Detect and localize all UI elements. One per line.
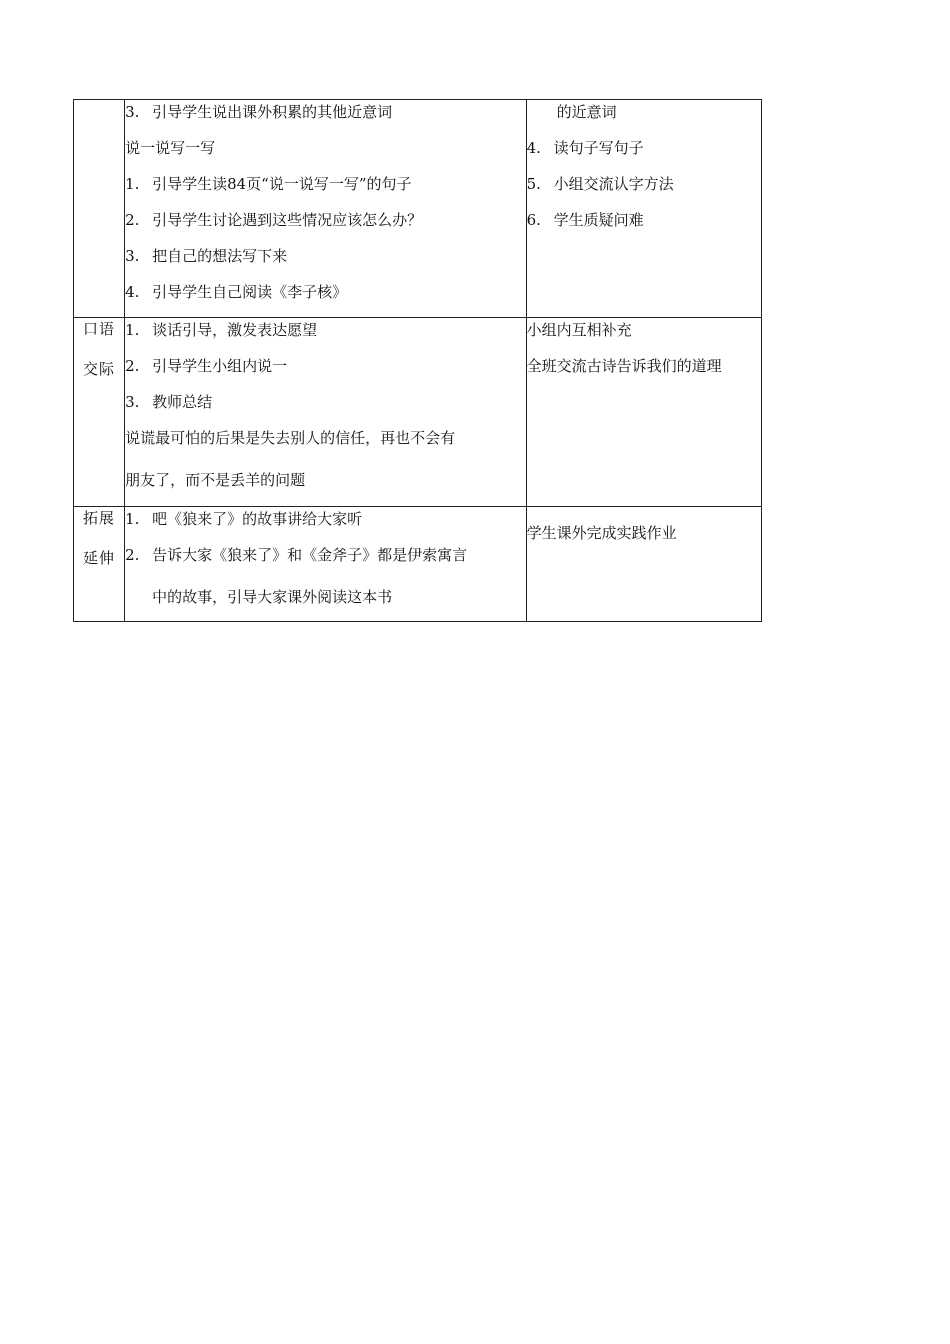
list-item: 2. 引导学生小组内说一	[125, 357, 288, 375]
student-activity-cell	[526, 318, 761, 507]
list-item: 3. 引导学生说出课外积累的其他近意词	[125, 103, 393, 121]
section-label-line	[74, 100, 124, 140]
list-item: 全班交流古诗告诉我们的道理	[526, 357, 722, 375]
list-item: 说谎最可怕的后果是失去别人的信任，再也不会有	[125, 429, 456, 447]
section-label-cell	[74, 318, 125, 507]
section-label-line: 口语	[83, 320, 116, 338]
student-activity-cell	[526, 100, 761, 318]
list-item: 4. 读句子写句子	[526, 139, 644, 157]
section-label-line: 延伸	[83, 549, 116, 567]
list-item: 6. 学生质疑问难	[526, 211, 644, 229]
list-item: 中的故事，引导大家课外阅读这本书	[152, 588, 393, 606]
list-item: 说一说写一写	[125, 139, 216, 157]
teacher-activity-cell	[125, 507, 527, 622]
list-item: 小组内互相补充	[526, 321, 632, 339]
teacher-activity-cell	[125, 318, 527, 507]
section-label-cell	[74, 100, 125, 318]
list-item: 4. 引导学生自己阅读《李子核》	[125, 283, 348, 301]
list-item: 1. 引导学生读84页“说一说写一写”的句子	[125, 175, 412, 193]
lesson-plan-table	[73, 99, 762, 622]
list-item: 3. 把自己的想法写下来	[125, 247, 288, 265]
student-activity-cell	[526, 507, 761, 622]
section-label-line: 拓展	[83, 509, 116, 527]
list-item: 学生课外完成实践作业	[526, 524, 677, 542]
list-item: 2. 引导学生讨论遇到这些情况应该怎么办？	[125, 211, 423, 229]
list-item: 1. 谈话引导，激发表达愿望	[125, 321, 318, 339]
table-row	[74, 318, 762, 507]
list-item: 朋友了，而不是丢羊的问题	[125, 471, 306, 489]
teacher-activity-cell	[125, 100, 527, 318]
list-item: 的近意词	[556, 103, 617, 121]
list-item: 3. 教师总结	[125, 393, 213, 411]
table-row	[74, 507, 762, 622]
table-row	[74, 100, 762, 318]
list-item: 5. 小组交流认字方法	[526, 175, 674, 193]
list-item: 1. 吧《狼来了》的故事讲给大家听	[125, 510, 363, 528]
section-label-cell	[74, 507, 125, 622]
section-label-line	[74, 140, 124, 180]
list-item: 2. 告诉大家《狼来了》和《金斧子》都是伊索寓言	[125, 546, 468, 564]
section-label-line: 交际	[83, 360, 116, 378]
